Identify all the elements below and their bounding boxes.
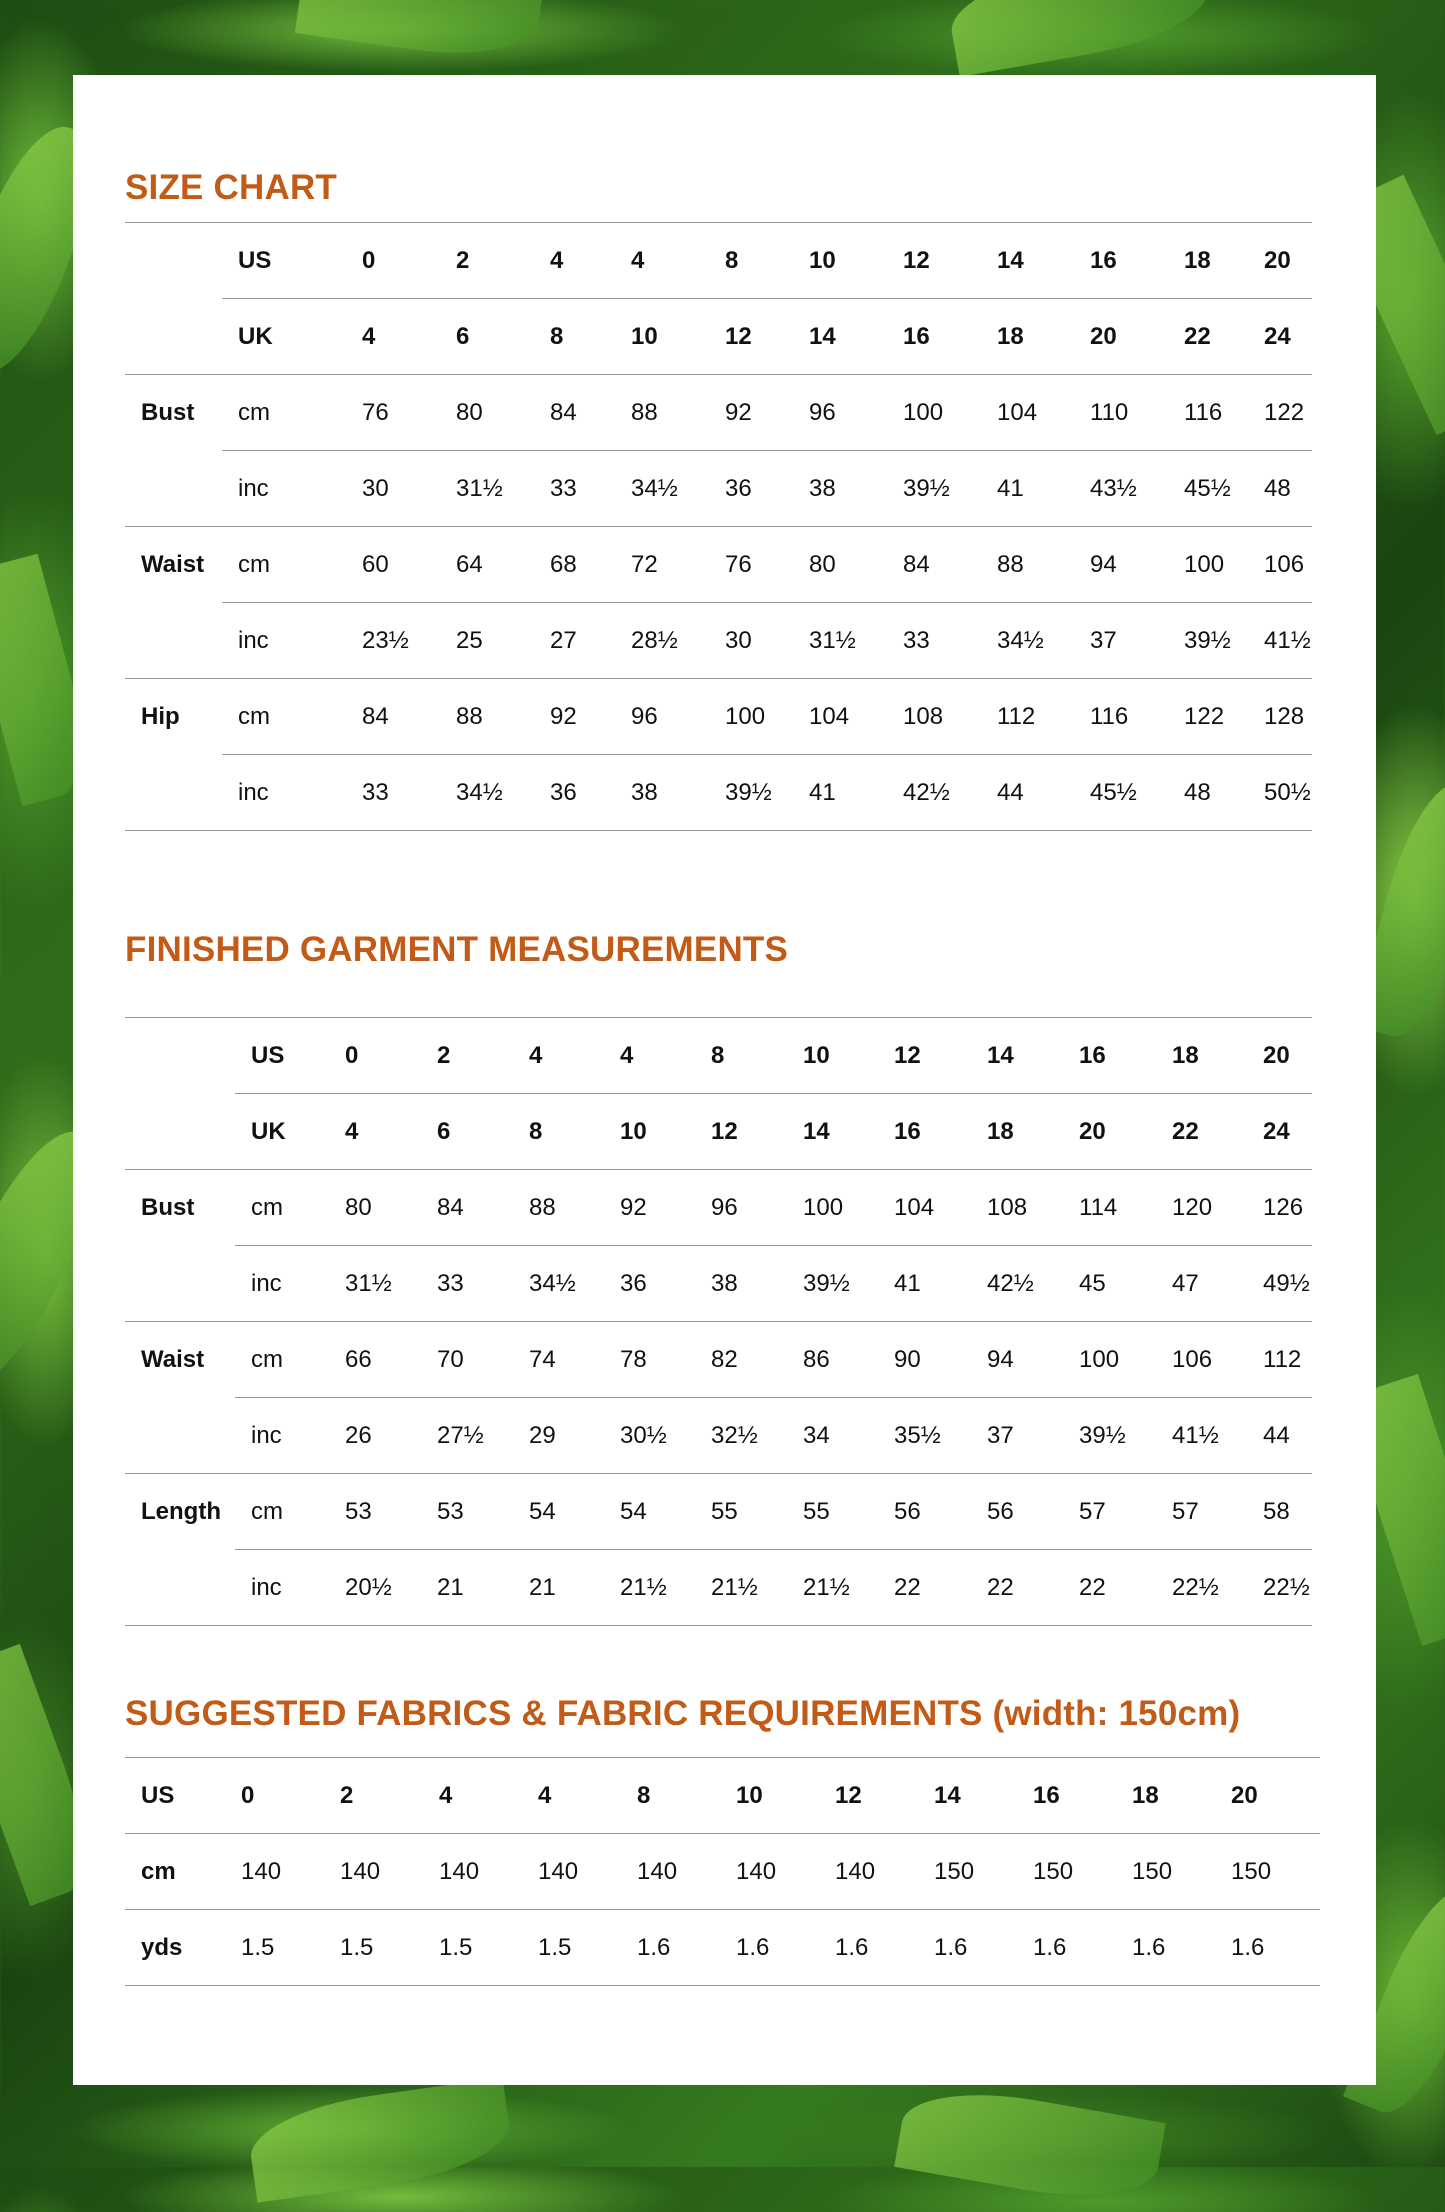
measurement-label: Bust: [141, 1193, 195, 1221]
value-cell: 34½: [529, 1246, 620, 1322]
us-size-cell: 12: [903, 223, 997, 299]
size-chart-table: [125, 222, 1312, 831]
value-cell: 49½: [1263, 1246, 1312, 1322]
fabric-row-label: yds: [125, 1910, 225, 1986]
value-cell: 108: [903, 679, 997, 755]
fabric-value-cell: 150: [1116, 1834, 1215, 1910]
measurement-label: [125, 1398, 235, 1474]
fabric-requirements-table: [125, 1757, 1320, 1986]
value-cell: 31½: [345, 1246, 437, 1322]
leaf-decoration: [295, 0, 545, 66]
fabric-value-cell: 1.6: [918, 1910, 1017, 1986]
value-cell: 84: [362, 679, 456, 755]
fabric-value-cell: 1.6: [1116, 1910, 1215, 1986]
value-cell: 57: [1172, 1474, 1263, 1550]
us-size-cell: 4: [550, 223, 631, 299]
us-size-cell: 18: [1184, 223, 1264, 299]
uk-size-cell: 18: [997, 299, 1090, 375]
us-size-cell: 0: [362, 223, 456, 299]
value-cell: 20½: [345, 1550, 437, 1626]
value-cell: 45½: [1090, 755, 1184, 831]
fabric-row: [125, 1758, 1320, 1834]
value-cell: 34½: [997, 603, 1090, 679]
us-size-cell: 8: [725, 223, 809, 299]
uk-label: UK: [222, 299, 362, 375]
value-cell: 53: [437, 1474, 529, 1550]
fabric-value-cell: 1.5: [324, 1910, 423, 1986]
measurement-row: [125, 451, 1312, 527]
us-size-cell: 20: [1263, 1018, 1312, 1094]
value-cell: 31½: [809, 603, 903, 679]
value-cell: 70: [437, 1322, 529, 1398]
value-cell: 39½: [725, 755, 809, 831]
value-cell: 32½: [711, 1398, 803, 1474]
value-cell: 58: [1263, 1474, 1312, 1550]
value-cell: 116: [1090, 679, 1184, 755]
value-cell: 53: [345, 1474, 437, 1550]
fabric-value-cell: 1.5: [423, 1910, 522, 1986]
unit-label: cm: [222, 375, 362, 451]
value-cell: 56: [987, 1474, 1079, 1550]
measurement-row: [125, 1246, 1312, 1322]
fabric-row-label: cm: [125, 1834, 225, 1910]
row-group-label: [125, 223, 222, 299]
value-cell: 33: [437, 1246, 529, 1322]
value-cell: 48: [1264, 451, 1311, 527]
uk-size-cell: 4: [345, 1094, 437, 1170]
unit-label: cm: [235, 1474, 345, 1550]
value-cell: 27: [550, 603, 631, 679]
us-size-row: [125, 223, 1312, 299]
fabric-value-cell: 140: [819, 1834, 918, 1910]
value-cell: 44: [997, 755, 1090, 831]
row-group-label: [125, 1094, 235, 1170]
unit-label: cm: [235, 1322, 345, 1398]
value-cell: 22½: [1263, 1550, 1312, 1626]
fabric-value-cell: 140: [423, 1834, 522, 1910]
value-cell: 57: [1079, 1474, 1172, 1550]
unit-label: inc: [235, 1398, 345, 1474]
value-cell: 34½: [456, 755, 550, 831]
value-cell: 28½: [631, 603, 725, 679]
uk-size-cell: 20: [1079, 1094, 1172, 1170]
fabric-value-cell: 14: [918, 1758, 1017, 1834]
us-size-cell: 0: [345, 1018, 437, 1094]
value-cell: 22: [1079, 1550, 1172, 1626]
us-size-cell: 4: [620, 1018, 711, 1094]
value-cell: 37: [1090, 603, 1184, 679]
fabric-row: [125, 1910, 1320, 1986]
value-cell: 21½: [711, 1550, 803, 1626]
measurement-label: Length: [141, 1497, 221, 1525]
value-cell: 90: [894, 1322, 987, 1398]
measurement-label: [125, 755, 222, 831]
measurement-row: [125, 1474, 1312, 1550]
value-cell: 54: [529, 1474, 620, 1550]
measurement-label: [125, 1550, 235, 1626]
row-group-label: [125, 1018, 235, 1094]
value-cell: 35½: [894, 1398, 987, 1474]
us-size-cell: 16: [1090, 223, 1184, 299]
fabric-value-cell: 150: [918, 1834, 1017, 1910]
value-cell: 120: [1172, 1170, 1263, 1246]
unit-label: inc: [222, 451, 362, 527]
value-cell: 47: [1172, 1246, 1263, 1322]
value-cell: 55: [803, 1474, 894, 1550]
value-cell: 100: [1079, 1322, 1172, 1398]
value-cell: 100: [725, 679, 809, 755]
us-size-cell: 2: [437, 1018, 529, 1094]
value-cell: 66: [345, 1322, 437, 1398]
value-cell: 92: [620, 1170, 711, 1246]
value-cell: 114: [1079, 1170, 1172, 1246]
value-cell: 96: [631, 679, 725, 755]
fabric-value-cell: 150: [1215, 1834, 1320, 1910]
unit-label: inc: [235, 1246, 345, 1322]
value-cell: 43½: [1090, 451, 1184, 527]
uk-size-cell: 6: [437, 1094, 529, 1170]
value-cell: 42½: [903, 755, 997, 831]
value-cell: 34: [803, 1398, 894, 1474]
fabric-value-cell: 20: [1215, 1758, 1320, 1834]
finished-garment-table: [125, 1017, 1312, 1626]
uk-size-cell: 24: [1264, 299, 1311, 375]
measurement-row: [125, 1550, 1312, 1626]
value-cell: 36: [550, 755, 631, 831]
fabric-value-cell: 140: [225, 1834, 324, 1910]
spacer-cell: [1311, 527, 1312, 603]
fabric-value-cell: 16: [1017, 1758, 1116, 1834]
value-cell: 22: [894, 1550, 987, 1626]
spacer-cell: [1311, 299, 1312, 375]
value-cell: 25: [456, 603, 550, 679]
value-cell: 88: [456, 679, 550, 755]
value-cell: 30: [362, 451, 456, 527]
value-cell: 80: [345, 1170, 437, 1246]
value-cell: 96: [809, 375, 903, 451]
value-cell: 41: [894, 1246, 987, 1322]
value-cell: 80: [809, 527, 903, 603]
value-cell: 64: [456, 527, 550, 603]
value-cell: 48: [1184, 755, 1264, 831]
fabric-value-cell: 1.6: [1017, 1910, 1116, 1986]
size-chart-title: SIZE CHART: [125, 168, 337, 207]
uk-size-cell: 16: [894, 1094, 987, 1170]
value-cell: 41½: [1172, 1398, 1263, 1474]
value-cell: 106: [1172, 1322, 1263, 1398]
value-cell: 100: [903, 375, 997, 451]
value-cell: 126: [1263, 1170, 1312, 1246]
leaf-decoration: [894, 2078, 1166, 2212]
fabric-value-cell: 140: [621, 1834, 720, 1910]
value-cell: 39½: [903, 451, 997, 527]
us-size-cell: 8: [711, 1018, 803, 1094]
fabric-value-cell: 1.5: [522, 1910, 621, 1986]
value-cell: 37: [987, 1398, 1079, 1474]
measurement-row: [125, 375, 1312, 451]
spacer-cell: [1311, 679, 1312, 755]
uk-size-cell: 8: [550, 299, 631, 375]
value-cell: 112: [1263, 1322, 1312, 1398]
value-cell: 55: [711, 1474, 803, 1550]
fabric-value-cell: 1.6: [1215, 1910, 1320, 1986]
value-cell: 22½: [1172, 1550, 1263, 1626]
value-cell: 122: [1184, 679, 1264, 755]
value-cell: 100: [1184, 527, 1264, 603]
fabric-row: [125, 1834, 1320, 1910]
uk-size-cell: 8: [529, 1094, 620, 1170]
fabric-requirements-title: SUGGESTED FABRICS & FABRIC REQUIREMENTS (width: 150cm): [125, 1694, 1241, 1733]
value-cell: 110: [1090, 375, 1184, 451]
fabric-value-cell: 140: [720, 1834, 819, 1910]
measurement-row: [125, 527, 1312, 603]
us-size-cell: 10: [803, 1018, 894, 1094]
value-cell: 42½: [987, 1246, 1079, 1322]
spacer-cell: [1311, 755, 1312, 831]
value-cell: 88: [631, 375, 725, 451]
fabric-value-cell: 1.6: [819, 1910, 918, 1986]
value-cell: 88: [997, 527, 1090, 603]
us-label: US: [235, 1018, 345, 1094]
value-cell: 116: [1184, 375, 1264, 451]
measurement-label: [125, 603, 222, 679]
uk-size-cell: 10: [620, 1094, 711, 1170]
value-cell: 21: [437, 1550, 529, 1626]
leaf-decoration: [245, 2077, 515, 2202]
fabric-value-cell: 12: [819, 1758, 918, 1834]
us-size-cell: 14: [987, 1018, 1079, 1094]
value-cell: 80: [456, 375, 550, 451]
value-cell: 38: [809, 451, 903, 527]
fabric-value-cell: 0: [225, 1758, 324, 1834]
fabric-value-cell: 140: [522, 1834, 621, 1910]
value-cell: 33: [362, 755, 456, 831]
uk-size-cell: 24: [1263, 1094, 1312, 1170]
uk-size-cell: 22: [1184, 299, 1264, 375]
value-cell: 82: [711, 1322, 803, 1398]
measurement-label: Waist: [141, 1345, 205, 1373]
value-cell: 39½: [803, 1246, 894, 1322]
fabric-value-cell: 4: [522, 1758, 621, 1834]
us-size-cell: 14: [997, 223, 1090, 299]
value-cell: 100: [803, 1170, 894, 1246]
fabric-value-cell: 4: [423, 1758, 522, 1834]
value-cell: 112: [997, 679, 1090, 755]
value-cell: 50½: [1264, 755, 1311, 831]
us-size-cell: 10: [809, 223, 903, 299]
measurement-row: [125, 603, 1312, 679]
fabric-row-label: US: [125, 1758, 225, 1834]
value-cell: 26: [345, 1398, 437, 1474]
uk-size-cell: 14: [803, 1094, 894, 1170]
value-cell: 21½: [803, 1550, 894, 1626]
leaf-decoration: [944, 0, 1216, 77]
value-cell: 21: [529, 1550, 620, 1626]
value-cell: 94: [1090, 527, 1184, 603]
value-cell: 39½: [1184, 603, 1264, 679]
measurement-label: Waist: [141, 550, 205, 578]
us-size-cell: 18: [1172, 1018, 1263, 1094]
fabric-value-cell: 2: [324, 1758, 423, 1834]
value-cell: 33: [903, 603, 997, 679]
value-cell: 106: [1264, 527, 1311, 603]
value-cell: 60: [362, 527, 456, 603]
fabric-value-cell: 1.5: [225, 1910, 324, 1986]
uk-size-cell: 12: [725, 299, 809, 375]
us-size-cell: 4: [529, 1018, 620, 1094]
value-cell: 76: [362, 375, 456, 451]
uk-size-row: [125, 1094, 1312, 1170]
unit-label: inc: [222, 755, 362, 831]
measurement-row: [125, 1398, 1312, 1474]
value-cell: 84: [903, 527, 997, 603]
uk-size-cell: 12: [711, 1094, 803, 1170]
value-cell: 23½: [362, 603, 456, 679]
uk-size-cell: 22: [1172, 1094, 1263, 1170]
value-cell: 92: [725, 375, 809, 451]
value-cell: 41: [997, 451, 1090, 527]
value-cell: 84: [437, 1170, 529, 1246]
measurement-label: [125, 1246, 235, 1322]
value-cell: 96: [711, 1170, 803, 1246]
uk-size-cell: 20: [1090, 299, 1184, 375]
value-cell: 38: [711, 1246, 803, 1322]
fabric-value-cell: 1.6: [621, 1910, 720, 1986]
value-cell: 34½: [631, 451, 725, 527]
uk-size-cell: 10: [631, 299, 725, 375]
value-cell: 94: [987, 1322, 1079, 1398]
value-cell: 78: [620, 1322, 711, 1398]
spacer-cell: [1311, 451, 1312, 527]
fabric-value-cell: 8: [621, 1758, 720, 1834]
us-label: US: [222, 223, 362, 299]
row-group-label: [125, 299, 222, 375]
value-cell: 45: [1079, 1246, 1172, 1322]
value-cell: 30: [725, 603, 809, 679]
finished-garment-title: FINISHED GARMENT MEASUREMENTS: [125, 930, 789, 969]
unit-label: cm: [222, 679, 362, 755]
value-cell: 54: [620, 1474, 711, 1550]
value-cell: 104: [809, 679, 903, 755]
value-cell: 72: [631, 527, 725, 603]
fabric-value-cell: 18: [1116, 1758, 1215, 1834]
fabric-value-cell: 10: [720, 1758, 819, 1834]
measurement-row: [125, 1170, 1312, 1246]
us-size-cell: 20: [1264, 223, 1311, 299]
value-cell: 30½: [620, 1398, 711, 1474]
us-size-cell: 2: [456, 223, 550, 299]
value-cell: 104: [894, 1170, 987, 1246]
spacer-cell: [1311, 375, 1312, 451]
value-cell: 22: [987, 1550, 1079, 1626]
us-size-cell: 16: [1079, 1018, 1172, 1094]
fabric-value-cell: 140: [324, 1834, 423, 1910]
value-cell: 27½: [437, 1398, 529, 1474]
spacer-cell: [1311, 603, 1312, 679]
uk-size-row: [125, 299, 1312, 375]
measurement-row: [125, 1322, 1312, 1398]
us-size-row: [125, 1018, 1312, 1094]
unit-label: cm: [235, 1170, 345, 1246]
value-cell: 92: [550, 679, 631, 755]
value-cell: 68: [550, 527, 631, 603]
value-cell: 74: [529, 1322, 620, 1398]
measurement-label: Hip: [141, 702, 180, 730]
spacer-cell: [1311, 223, 1312, 299]
value-cell: 41½: [1264, 603, 1311, 679]
unit-label: cm: [222, 527, 362, 603]
uk-label: UK: [235, 1094, 345, 1170]
value-cell: 45½: [1184, 451, 1264, 527]
value-cell: 31½: [456, 451, 550, 527]
value-cell: 104: [997, 375, 1090, 451]
value-cell: 128: [1264, 679, 1311, 755]
us-size-cell: 4: [631, 223, 725, 299]
value-cell: 76: [725, 527, 809, 603]
value-cell: 108: [987, 1170, 1079, 1246]
value-cell: 56: [894, 1474, 987, 1550]
uk-size-cell: 18: [987, 1094, 1079, 1170]
value-cell: 29: [529, 1398, 620, 1474]
value-cell: 38: [631, 755, 725, 831]
uk-size-cell: 16: [903, 299, 997, 375]
uk-size-cell: 6: [456, 299, 550, 375]
measurement-label: [125, 451, 222, 527]
value-cell: 21½: [620, 1550, 711, 1626]
fabric-value-cell: 150: [1017, 1834, 1116, 1910]
value-cell: 33: [550, 451, 631, 527]
value-cell: 41: [809, 755, 903, 831]
value-cell: 39½: [1079, 1398, 1172, 1474]
value-cell: 84: [550, 375, 631, 451]
measurement-row: [125, 679, 1312, 755]
unit-label: inc: [235, 1550, 345, 1626]
value-cell: 44: [1263, 1398, 1312, 1474]
uk-size-cell: 14: [809, 299, 903, 375]
value-cell: 86: [803, 1322, 894, 1398]
measurement-label: Bust: [141, 398, 195, 426]
us-size-cell: 12: [894, 1018, 987, 1094]
fabric-value-cell: 1.6: [720, 1910, 819, 1986]
value-cell: 122: [1264, 375, 1311, 451]
uk-size-cell: 4: [362, 299, 456, 375]
unit-label: inc: [222, 603, 362, 679]
value-cell: 88: [529, 1170, 620, 1246]
value-cell: 36: [725, 451, 809, 527]
value-cell: 36: [620, 1246, 711, 1322]
measurement-row: [125, 755, 1312, 831]
